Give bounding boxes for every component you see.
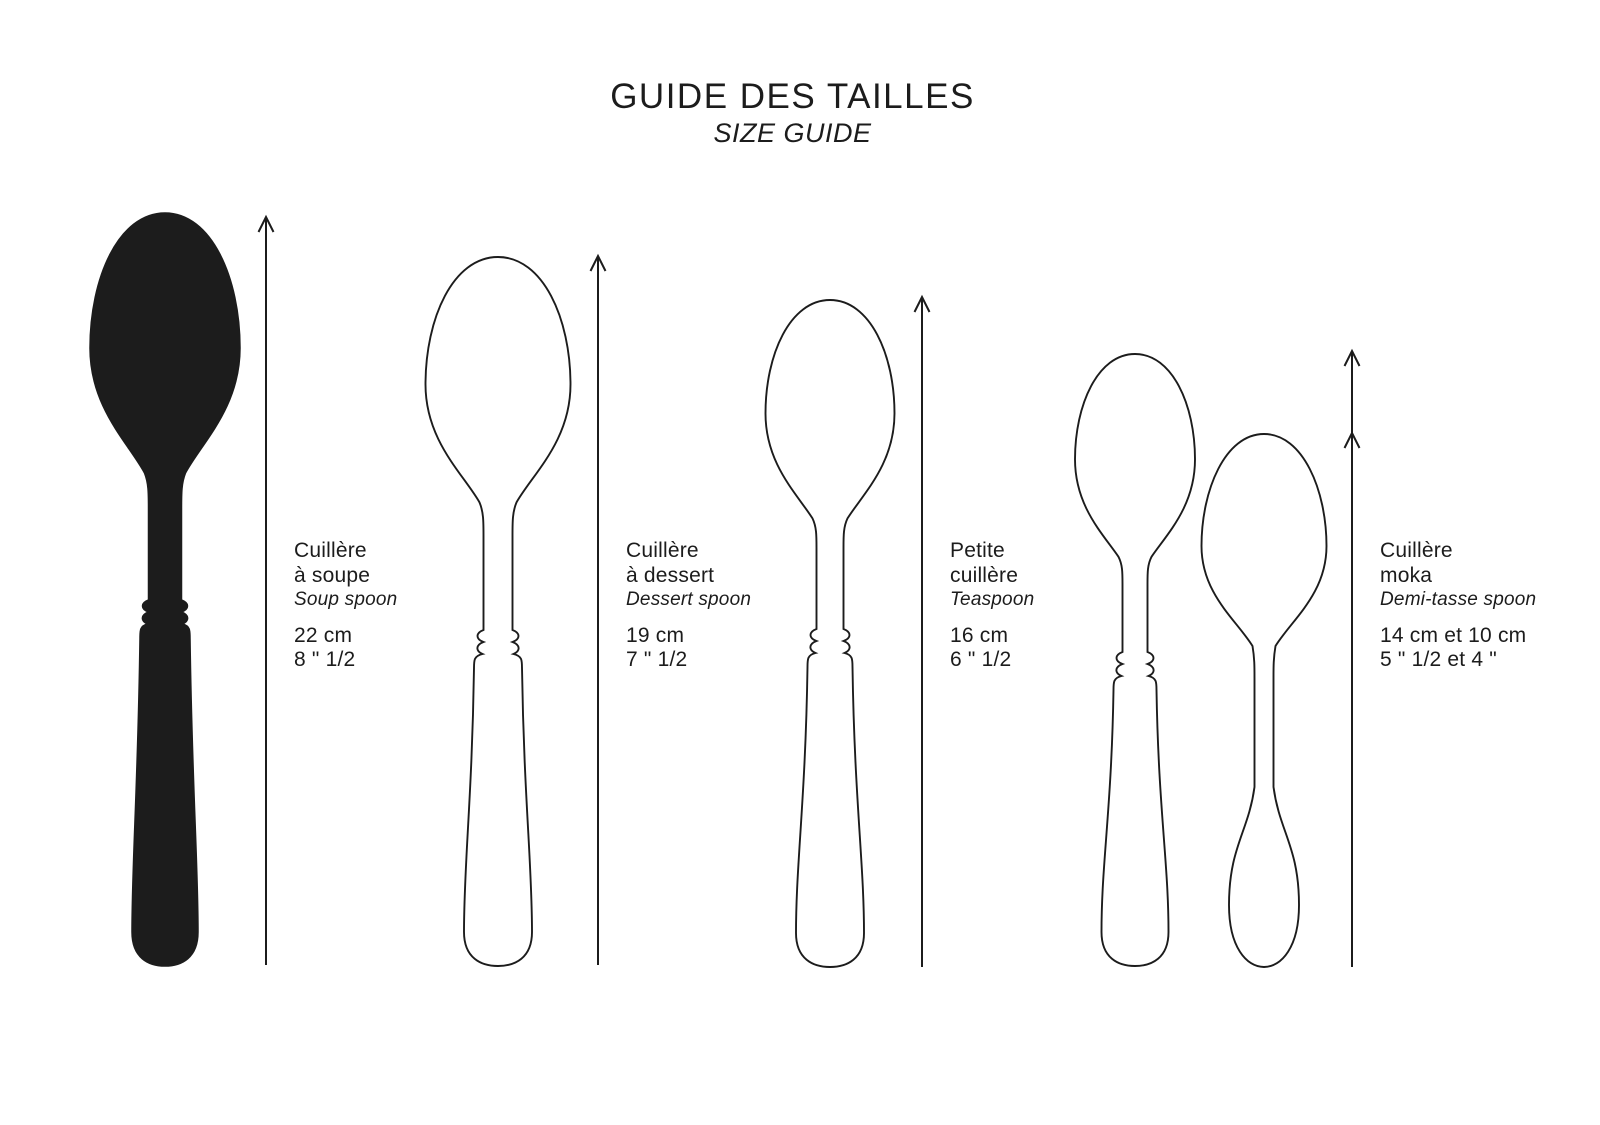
spoon-name-fr-line2: à dessert [626,564,715,587]
page-subtitle: SIZE GUIDE [713,118,872,148]
spoon-name-en: Soup spoon [294,589,398,610]
spoon-length-inches: 6 " 1/2 [950,648,1012,671]
spoon-sizes [294,624,534,672]
spoon-name-en: Dessert spoon [626,589,752,610]
label-moka-spoon [1380,538,1600,672]
spoon-name-fr-line1: Petite [950,539,1005,562]
label-dessert-spoon [626,538,866,672]
spoon-name-en: Demi-tasse spoon [1380,589,1537,610]
header [0,77,1585,149]
label-teaspoon [950,538,1190,672]
spoon-name-fr-line1: Cuillère [626,539,699,562]
spoon-length-inches: 7 " 1/2 [626,648,688,671]
spoon-sizes [1380,624,1600,672]
page-title: GUIDE DES TAILLES [610,77,975,116]
spoon-sizes [950,624,1190,672]
spoon-length-inches: 5 " 1/2 et 4 " [1380,648,1497,671]
spoon-name-fr-line2: moka [1380,564,1433,587]
moka-spoon-outline [1202,434,1327,967]
height-arrow-soup [259,217,274,965]
spoon-sizes [626,624,866,672]
spoon-name-en: Teaspoon [950,589,1035,610]
spoon-length-cm: 16 cm [950,624,1009,647]
spoon-name-fr-line2: cuillère [950,564,1019,587]
height-arrow-moka-double [1345,351,1360,967]
soup-spoon-silhouette [90,213,240,966]
spoon-length-inches: 8 " 1/2 [294,648,356,671]
label-soup-spoon [294,538,534,672]
spoon-length-cm: 22 cm [294,624,353,647]
height-arrow-dessert [591,256,606,965]
spoon-name-fr-line2: à soupe [294,564,371,587]
spoon-length-cm: 14 cm et 10 cm [1380,624,1527,647]
spoon-length-cm: 19 cm [626,624,685,647]
spoon-name-fr-line1: Cuillère [294,539,367,562]
height-arrow-teaspoon [915,297,930,967]
spoon-name-fr-line1: Cuillère [1380,539,1453,562]
